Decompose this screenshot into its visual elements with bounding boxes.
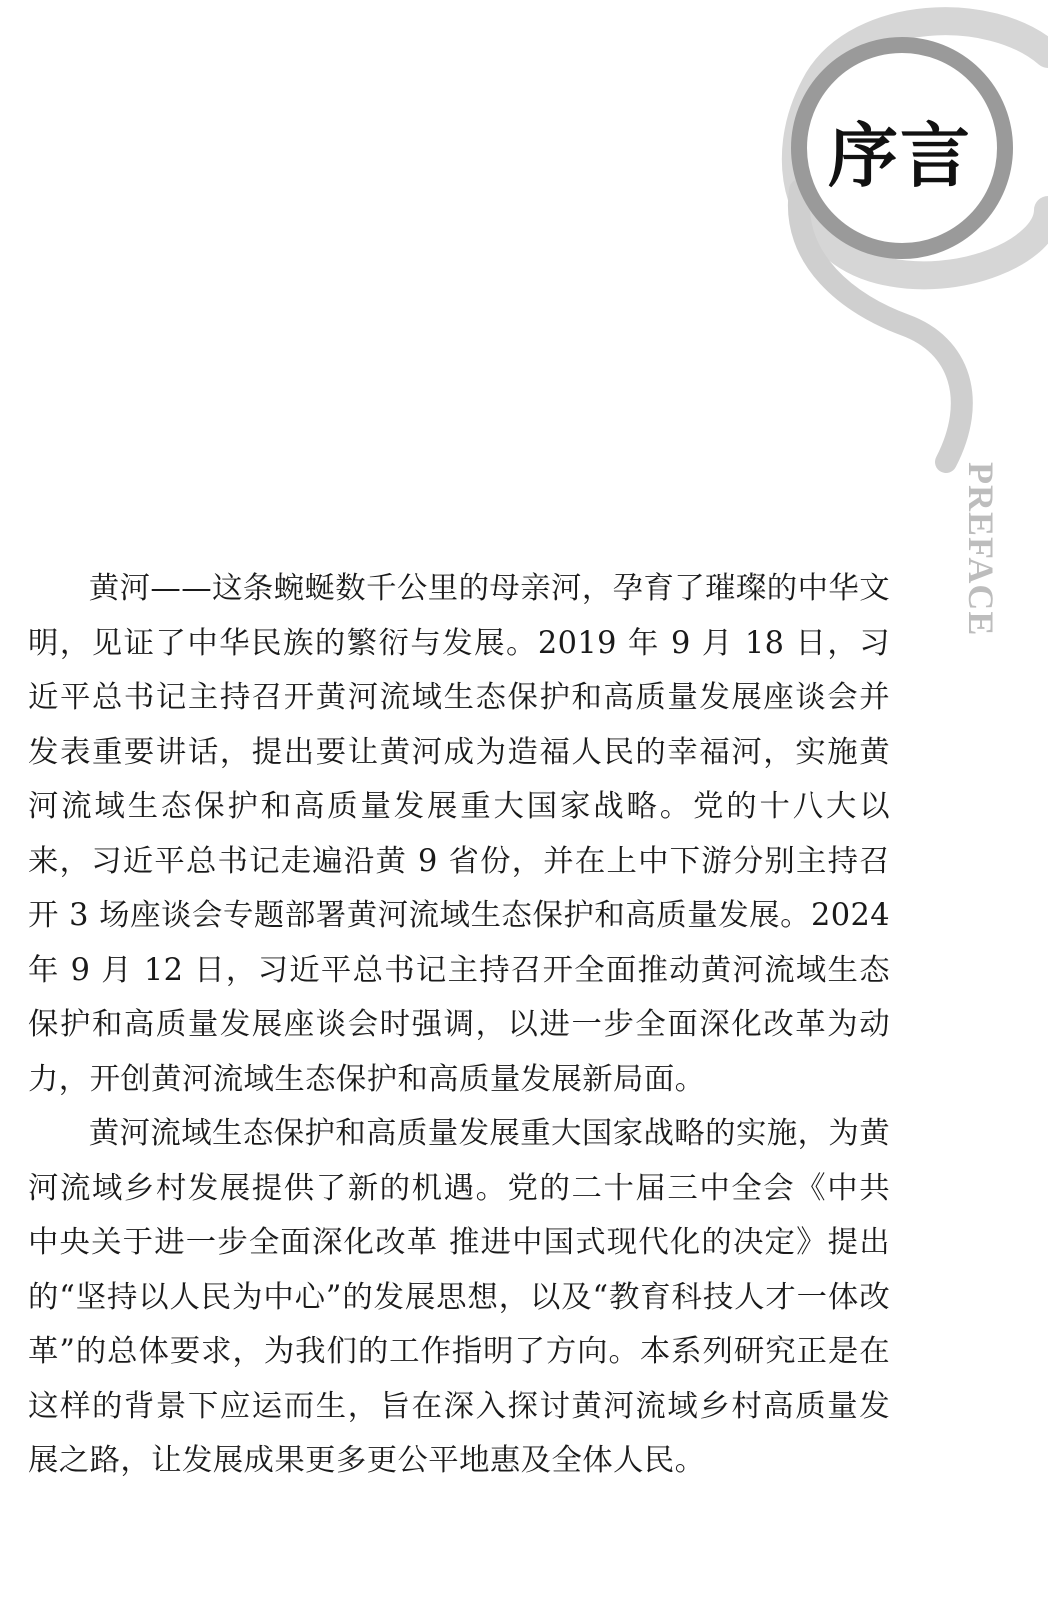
preface-side-label: PREFACE (961, 462, 1001, 637)
title-ornament (0, 0, 1048, 520)
paragraph-1: 黄河——这条蜿蜒数千公里的母亲河，孕育了璀璨的中华文明，见证了中华民族的繁衍与发展。2019 年 9 月 18 日，习近平总书记主持召开黄河流域生态保护和高质量发展座谈会并发表重要讲话，提出要让黄河成为造福人民的幸福河，实施黄河流域生态保护和高质量发展重大国家战略。党的十八大以来，习近平总书记走遍沿黄 9 省份，并在上中下游分别主持召开 3 场座谈会专题部署黄河流域生态保护和高质量发展。2024 年 9 月 12 日，习近平总书记主持召开全面推动黄河流域生态保护和高质量发展座谈会时强调，以进一步全面深化改革为动力，开创黄河流域生态保护和高质量发展新局面。 (28, 571, 890, 1097)
page-title: 序言 (828, 114, 972, 197)
body-text (28, 562, 890, 1489)
paragraph-2: 黄河流域生态保护和高质量发展重大国家战略的实施，为黄河流域乡村发展提供了新的机遇。党的二十届三中全会《中共中央关于进一步全面深化改革 推进中国式现代化的决定》提出的“坚持以人民为中心”的发展思想，以及“教育科技人才一体改革”的总体要求，为我们的工作指明了方向。本系列研究正是在这样的背景下应运而生，旨在深入探讨黄河流域乡村高质量发展之路，让发展成果更多更公平地惠及全体人民。 (28, 1116, 890, 1478)
